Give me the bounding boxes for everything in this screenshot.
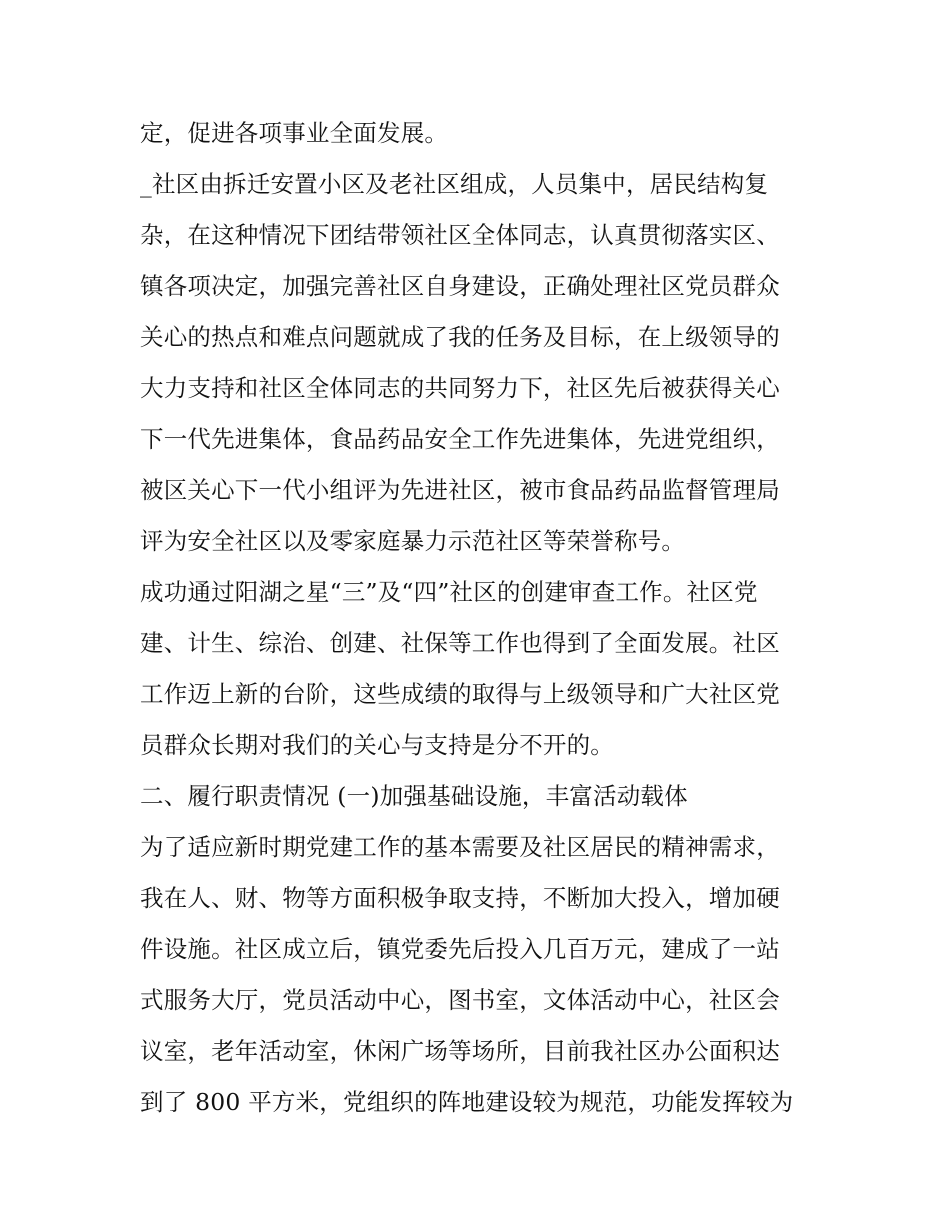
text-line: _社区由拆迁安置小区及老社区组成，人员集中，居民结构复 [140,170,769,198]
body-text [140,108,820,1128]
text-line: 杂，在这种情况下团结带领社区全体同志，认真贯彻落实区、 [140,221,780,249]
text-line: 评为安全社区以及零家庭暴力示范社区等荣誉称号。 [140,527,686,555]
text-line: 工作迈上新的台阶，这些成绩的取得与上级领导和广大社区党 [140,680,780,708]
text-line: 我在人、财、物等方面积极争取支持，不断加大投入，增加硬 [140,884,780,912]
text-line: 镇各项决定，加强完善社区自身建设，正确处理社区党员群众 [140,272,780,300]
text-line: 建、计生、综治、创建、社保等工作也得到了全面发展。社区 [140,629,780,657]
text-line: 式服务大厅，党员活动中心，图书室，文体活动中心，社区会 [140,986,780,1014]
text-line: 定，促进各项事业全面发展。 [140,119,449,147]
text-line: 大力支持和社区全体同志的共同努力下，社区先后被获得关心 [140,374,780,402]
section-heading: 二、履行职责情况 (一)加强基础设施，丰富活动载体 [140,782,688,810]
text-line: 下一代先进集体，食品药品安全工作先进集体，先进党组织， [140,425,780,453]
text-line: 议室，老年活动室，休闲广场等场所，目前我社区办公面积达 [140,1037,780,1065]
text-line: 关心的热点和难点问题就成了我的任务及目标，在上级领导的 [140,323,780,351]
text-line: 件设施。社区成立后，镇党委先后投入几百万元，建成了一站 [140,935,780,963]
text-line: 成功通过阳湖之星“三”及“四”社区的创建审查工作。社区党 [140,578,758,606]
text-line: 为了适应新时期党建工作的基本需要及社区居民的精神需求， [140,833,780,861]
text-line: 员群众长期对我们的关心与支持是分不开的。 [140,731,614,759]
text-line: 到了 800 平方米，党组织的阵地建设较为规范，功能发挥较为 [140,1088,794,1116]
text-line: 被区关心下一代小组评为先进社区，被市食品药品监督管理局 [140,476,780,504]
